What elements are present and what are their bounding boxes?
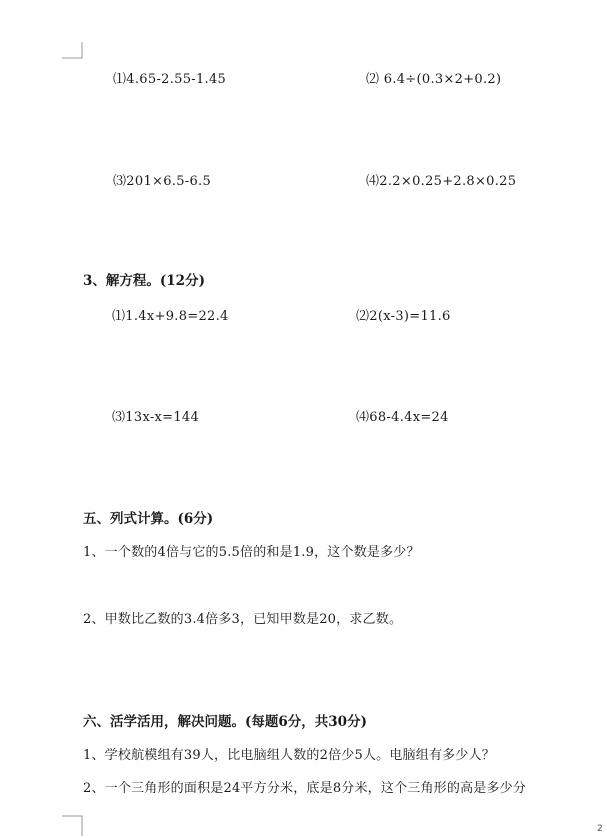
crop-mark-bottom: [60, 814, 84, 838]
section3-heading: 3、解方程。(12分): [83, 273, 205, 289]
page-number: 2: [597, 824, 603, 834]
equation-2: ⑵2(x-3)=11.6: [356, 309, 451, 324]
calc-item-3: ⑶201×6.5-6.5: [113, 174, 212, 189]
section5-question-1: 1、一个数的4倍与它的5.5倍的和是1.9，这个数是多少？: [83, 545, 420, 560]
section6-heading: 六、活学活用，解决问题。(每题6分，共30分): [83, 714, 367, 730]
calc-item-2: ⑵ 6.4÷(0.3×2+0.2): [366, 72, 502, 87]
calc-item-4: ⑷2.2×0.25+2.8×0.25: [366, 174, 517, 189]
section6-question-1: 1、学校航模组有39人，比电脑组人数的2倍少5人。电脑组有多少人？: [83, 748, 495, 763]
section5-question-2: 2、甲数比乙数的3.4倍多3，已知甲数是20，求乙数。: [83, 612, 403, 627]
crop-mark-top: [60, 40, 84, 60]
equation-1: ⑴1.4x+9.8=22.4: [112, 309, 229, 324]
section5-heading: 五、列式计算。(6分): [83, 511, 214, 527]
calc-item-1: ⑴4.65-2.55-1.45: [113, 72, 227, 87]
equation-4: ⑷68-4.4x=24: [356, 410, 449, 425]
section6-question-2: 2、一个三角形的面积是24平方分米，底是8分米，这个三角形的高是多少分: [83, 781, 527, 796]
equation-3: ⑶13x-x=144: [112, 410, 200, 425]
